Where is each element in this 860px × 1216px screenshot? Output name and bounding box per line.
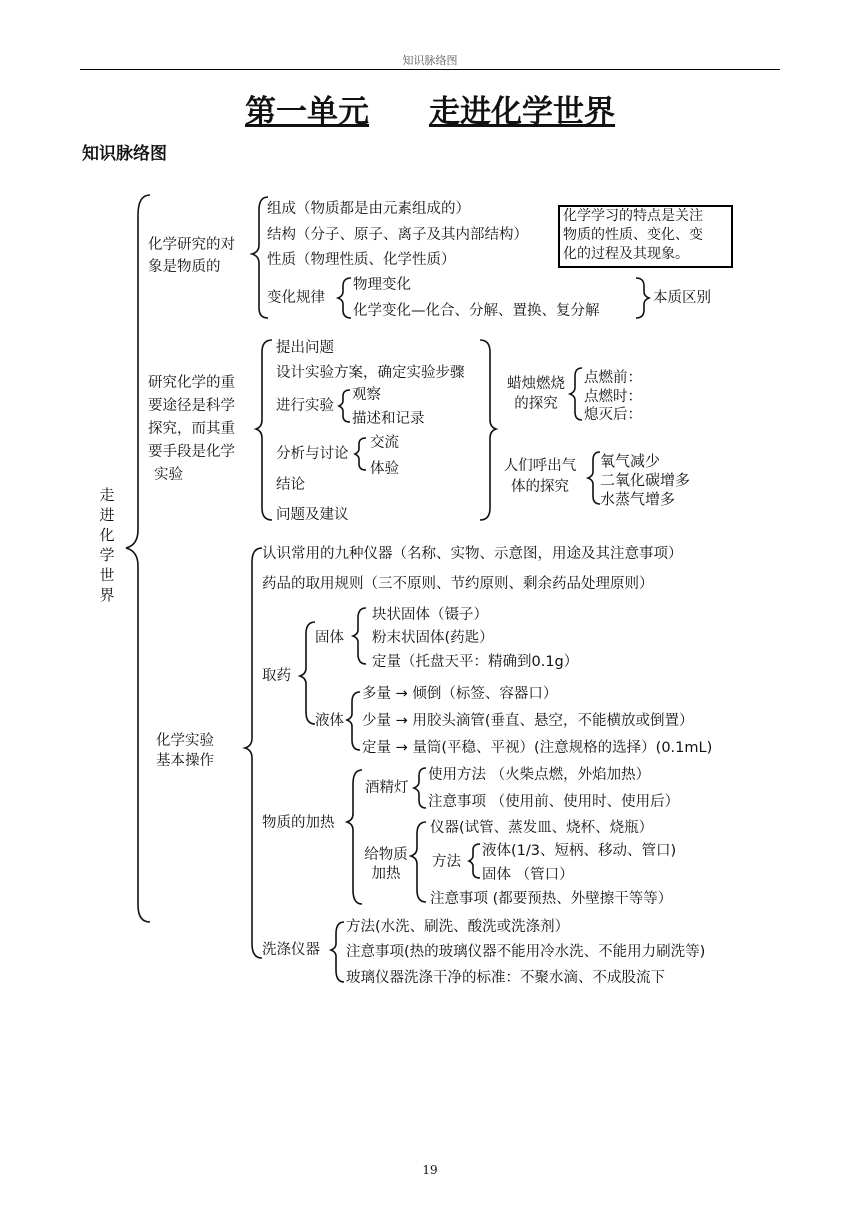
s1-physical-change: 物理变化 (353, 277, 411, 293)
s1-essence-label: 本质区别 (653, 290, 711, 306)
s3-label-line: 基本操作 (156, 753, 214, 769)
s3-heat-instruments: 仪器(试管、蒸发皿、烧杯、烧瓶） (430, 820, 654, 836)
s2-label (148, 372, 235, 487)
s3-solid-measure: 定量（托盘天平：精确到0.1g） (372, 654, 579, 670)
s2-step-discussion: 分析与讨论 (276, 446, 349, 462)
s1-label-line: 化学研究的对 (148, 237, 235, 253)
s2-candle-label-line: 蜡烛燃烧 (507, 376, 565, 392)
s3-item-instruments: 认识常用的九种仪器（名称、实物、示意图，用途及其注意事项） (262, 546, 683, 562)
s3-heat-obj-label (360, 846, 412, 884)
s2-step-conclusion: 结论 (276, 477, 305, 493)
s1-note-line: 化的过程及其现象。 (563, 246, 689, 262)
s2-step-design: 设计实验方案，确定实验步骤 (276, 365, 465, 381)
page-number: 19 (422, 1163, 438, 1177)
s3-wash-label: 洗涤仪器 (262, 942, 320, 958)
s3-label-line: 化学实验 (156, 733, 214, 749)
s3-liquid-measure: 定量 → 量筒(平稳、平视）(注意规格的选择）(0.1mL) (362, 740, 713, 756)
s3-liquid-label: 液体 (315, 713, 344, 729)
title-unit: 第一单元 (245, 94, 369, 130)
s2-observe: 观察 (352, 387, 381, 403)
s3-wash-method: 方法(水洗、刷洗、酸洗或洗涤剂） (346, 919, 570, 935)
s2-breath-co2: 二氧化碳增多 (600, 471, 691, 489)
s2-record: 描述和记录 (352, 411, 425, 427)
s1-label (148, 234, 235, 278)
title-topic: 走进化学世界 (429, 94, 615, 130)
s2-label-line: 探究，而其重 (148, 421, 235, 437)
s2-candle-after: 熄灭后： (584, 407, 642, 423)
s3-heat-label: 物质的加热 (262, 815, 335, 831)
s2-breath-vapor: 水蒸气增多 (600, 490, 676, 508)
section-subtitle: 知识脉络图 (82, 144, 167, 164)
s2-experience: 体验 (370, 461, 399, 477)
s1-chemical-change: 化学变化—化合、分解、置换、复分解 (353, 303, 600, 319)
root-label: 走进化学世界 (99, 486, 115, 604)
s3-solid-powder: 粉末状固体(药匙） (372, 630, 494, 646)
s2-candle-during: 点燃时： (584, 389, 642, 405)
running-header: 知识脉络图 (402, 54, 458, 67)
s2-breath-oxygen: 氧气减少 (600, 452, 661, 470)
s2-label-line: 研究化学的重 (148, 375, 235, 391)
s3-solid-block: 块状固体（镊子） (372, 607, 488, 623)
s3-liquid-small: 少量 → 用胶头滴管(垂直、悬空，不能横放或倒置） (362, 713, 694, 729)
s2-step-experiment: 进行实验 (276, 398, 334, 414)
s1-note (563, 207, 703, 264)
s1-item-property: 性质（物理性质、化学性质） (267, 252, 456, 268)
s3-liquid-large: 多量 → 倾倒（标签、容器口） (362, 686, 558, 702)
s2-label-line: 实验 (154, 467, 183, 483)
s2-step-question: 提出问题 (276, 340, 334, 356)
s3-wash-standard: 玻璃仪器洗涤干净的标准：不聚水滴、不成股流下 (346, 970, 665, 986)
s3-heat-cautions: 注意事项 (都要预热、外壁擦干等等） (430, 891, 673, 907)
s2-breath-label-line: 人们呼出气 (503, 458, 577, 474)
s3-lamp-label: 酒精灯 (365, 780, 409, 796)
s1-label-line: 象是物质的 (148, 259, 221, 275)
s3-item-rules: 药品的取用规则（三不原则、节约原则、剩余药品处理原则） (262, 576, 654, 592)
s3-label (156, 731, 214, 771)
s1-note-line: 化学学习的特点是关注 (563, 208, 703, 224)
s2-exchange: 交流 (370, 435, 399, 451)
s3-take-label: 取药 (262, 668, 291, 684)
s2-step-suggestion: 问题及建议 (276, 507, 349, 523)
s1-item-composition: 组成（物质都是由元素组成的） (267, 201, 470, 217)
s2-label-line: 要途径是科学 (148, 398, 235, 414)
s2-candle-before: 点燃前： (584, 370, 642, 386)
s1-note-line: 物质的性质、变化、变 (563, 227, 703, 243)
s3-lamp-usage: 使用方法 （火柴点燃，外焰加热） (428, 767, 651, 783)
s2-candle-label-line: 的探究 (514, 396, 558, 412)
s2-candle-label (498, 374, 574, 414)
s3-method-solid: 固体 （管口） (482, 867, 574, 883)
s2-breath-label-line: 体的探究 (511, 479, 569, 495)
s3-wash-cautions: 注意事项(热的玻璃仪器不能用冷水洗、不能用力刷洗等) (346, 944, 706, 960)
s1-item-structure: 结构（分子、原子、离子及其内部结构） (267, 227, 528, 243)
s3-heat-obj-line: 给物质 (364, 847, 408, 863)
s3-solid-label: 固体 (315, 630, 344, 646)
s3-heat-obj-line: 加热 (371, 866, 401, 882)
s2-breath-label (496, 456, 584, 498)
s3-method-label: 方法 (432, 854, 461, 870)
s3-lamp-cautions: 注意事项 （使用前、使用时、使用后） (428, 794, 680, 810)
s2-label-line: 要手段是化学 (148, 444, 235, 460)
s1-change-label: 变化规律 (267, 290, 325, 306)
s3-method-liquid: 液体(1/3、短柄、移动、管口) (482, 843, 677, 859)
